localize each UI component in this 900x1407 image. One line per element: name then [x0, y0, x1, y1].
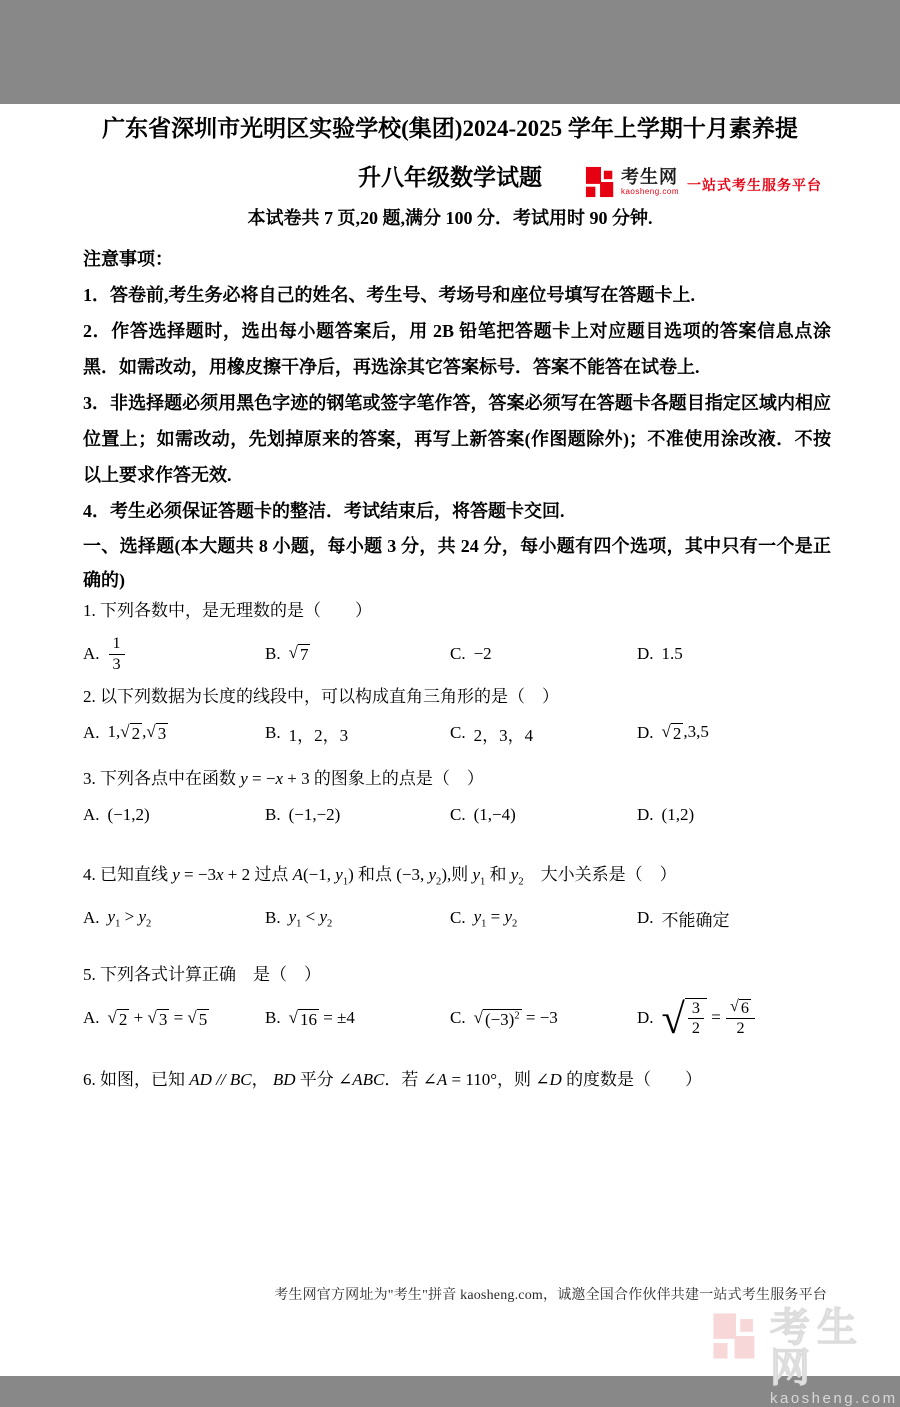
- option-A: [83, 722, 265, 743]
- logo-tagline: 一站式考生服务平台: [687, 177, 822, 193]
- option-label: C.: [450, 908, 466, 928]
- option-label: B.: [265, 805, 281, 824]
- question-3: [83, 765, 860, 837]
- option-C: [450, 1008, 637, 1029]
- option-B: [265, 805, 450, 825]
- option-expression: $\frac{1}{3}$: [108, 634, 126, 674]
- option-expression: 不能确定: [661, 910, 730, 930]
- option-B: [265, 907, 450, 929]
- option-expression: $y_1 = y_2$: [473, 907, 518, 930]
- option-label: D.: [637, 1008, 654, 1028]
- exam-page: [0, 104, 900, 1407]
- option-C: [450, 907, 637, 929]
- question-4: [83, 861, 860, 940]
- option-A: [83, 805, 265, 825]
- option-expression: 2，3，4: [473, 725, 534, 745]
- question-stem: 6. 如图，已知 AD // BC， BD 平分 ∠ABC．若 ∠A = 110°，则 ∠D 的度数是（ ）: [83, 1070, 703, 1090]
- option-A: [83, 907, 265, 929]
- option-label: A.: [83, 644, 100, 663]
- option-expression: (1,−4): [473, 805, 516, 824]
- option-expression: √ 2 + √ 3 = √ 5: [107, 1007, 208, 1029]
- option-label: D.: [637, 722, 654, 742]
- option-expression: √ 2 ,3,5: [661, 722, 709, 744]
- option-D: [637, 722, 860, 743]
- kaosheng-logo-icon: [585, 166, 617, 198]
- option-label: C.: [450, 723, 466, 742]
- option-expression: 1.5: [661, 644, 683, 663]
- option-expression: $y_1 > y_2$: [107, 907, 152, 930]
- notice-item-3: 3．非选择题必须用黑色字迹的钢笔或签字笔作答，答案必须写在答题卡各题目指定区域内相应位置上；如需改动，先划掉原来的答案，再写上新答案(作图题除外)；不准使用涂改液．不按以上要求作答无效.: [83, 393, 831, 485]
- header-logo: [585, 166, 822, 198]
- watermark-name: 考生网: [770, 1306, 864, 1390]
- option-label: C.: [450, 644, 466, 663]
- option-A: [83, 634, 265, 674]
- option-label: A.: [83, 805, 100, 824]
- notice-section: [83, 241, 831, 529]
- exam-title-line2: 升八年级数学试题: [358, 165, 542, 190]
- question-2: [83, 683, 860, 755]
- option-label: A.: [83, 722, 100, 742]
- option-label: B.: [265, 643, 281, 663]
- question-stem: 2. 以下列数据为长度的线段中，可以构成直角三角形的是（ ）: [83, 687, 559, 706]
- option-label: D.: [637, 644, 654, 663]
- option-B: [265, 1008, 450, 1029]
- logo-text: [621, 168, 679, 196]
- question-stem: 4. 已知直线 y = −3x + 2 过点 A(−1, $y_1$) 和点 (−3, $y_2$),则 $y_1$ 和 $y_2$ 大小关系是（ ）: [83, 865, 677, 888]
- option-expression: −2: [473, 644, 492, 663]
- option-label: D.: [637, 805, 654, 824]
- logo-domain: kaosheng.com: [620, 187, 679, 196]
- option-B: [265, 643, 450, 664]
- option-label: B.: [265, 908, 281, 928]
- notice-item-2: 2．作答选择题时，选出每小题答案后，用 2B 铅笔把答题卡上对应题目选项的答案信息点涂黑．如需改动，用橡皮擦干净后，再选涂其它答案标号．答案不能答在试卷上.: [83, 321, 831, 377]
- options-row: [83, 793, 860, 837]
- option-expression: √ 7: [288, 643, 309, 665]
- questions: [83, 597, 860, 1094]
- question-stem: 3. 下列各点中在函数 y = −x + 3 的图象上的点是（ ）: [83, 769, 484, 788]
- option-D: [637, 995, 860, 1043]
- option-expression: $y_1 < y_2$: [288, 907, 333, 930]
- notice-heading: 注意事项：: [83, 249, 173, 269]
- question-stem: 1. 下列各数中，是无理数的是（ ）: [83, 601, 372, 620]
- option-label: C.: [450, 805, 466, 824]
- watermark: [712, 1308, 900, 1406]
- question-1: [83, 597, 860, 683]
- option-expression: (−1,−2): [288, 805, 341, 824]
- option-label: A.: [83, 1008, 100, 1028]
- options-row: [83, 989, 860, 1047]
- notice-item-4: 4．考生必须保证答题卡的整洁．考试结束后，将答题卡交回.: [83, 501, 565, 521]
- option-expression: √ $(-3)^2$ = −3: [473, 1007, 558, 1029]
- option-C: [450, 644, 637, 664]
- option-label: B.: [265, 723, 281, 742]
- option-D: [637, 805, 860, 825]
- option-D: [637, 644, 860, 664]
- logo-name: 考生网: [620, 167, 678, 187]
- option-C: [450, 721, 637, 746]
- notice-item-1: 1．答卷前,考生务必将自己的姓名、考生号、考场号和座位号填写在答题卡上.: [83, 285, 695, 305]
- option-label: B.: [265, 1008, 281, 1028]
- option-expression: (1,2): [661, 805, 695, 824]
- option-label: C.: [450, 1008, 466, 1028]
- options-row: [83, 896, 860, 940]
- exam-title-line1: 广东省深圳市光明区实验学校(集团)2024-2025 学年上学期十月素养提: [102, 116, 798, 141]
- option-expression: √ $\frac{3}{2}$ = √ 6 2: [662, 998, 756, 1039]
- option-A: [83, 1008, 265, 1029]
- option-expression: √ 16 = ±4: [288, 1007, 355, 1029]
- question-5: [83, 961, 860, 1047]
- option-C: [450, 805, 637, 825]
- option-D: [637, 906, 860, 931]
- option-B: [265, 721, 450, 746]
- watermark-text: [770, 1308, 900, 1406]
- kaosheng-watermark-icon: [712, 1312, 760, 1360]
- option-label: A.: [83, 908, 100, 928]
- question-stem: 5. 下列各式计算正确 是（ ）: [83, 965, 321, 985]
- options-row: [83, 711, 860, 755]
- option-expression: (−1,2): [107, 805, 150, 824]
- options-row: [83, 625, 860, 683]
- watermark-domain: kaosheng.com: [770, 1390, 898, 1407]
- option-expression: 1, √ 2 , √ 3: [107, 722, 167, 744]
- question-6: [83, 1066, 860, 1094]
- footer-text: 考生网官方网址为"考生"拼音 kaosheng.com，诚邀全国合作伙伴共建一站式考生服务平台: [274, 1288, 827, 1303]
- section-1-heading: 一、选择题(本大题共 8 小题，每小题 3 分，共 24 分，每小题有四个选项，其中只有一个是正确的): [83, 536, 831, 590]
- exam-subtitle: 本试卷共 7 页,20 题,满分 100 分．考试用时 90 分钟.: [247, 208, 653, 228]
- option-expression: 1，2，3: [288, 725, 349, 745]
- option-label: D.: [637, 908, 654, 928]
- logo-main: [585, 166, 679, 198]
